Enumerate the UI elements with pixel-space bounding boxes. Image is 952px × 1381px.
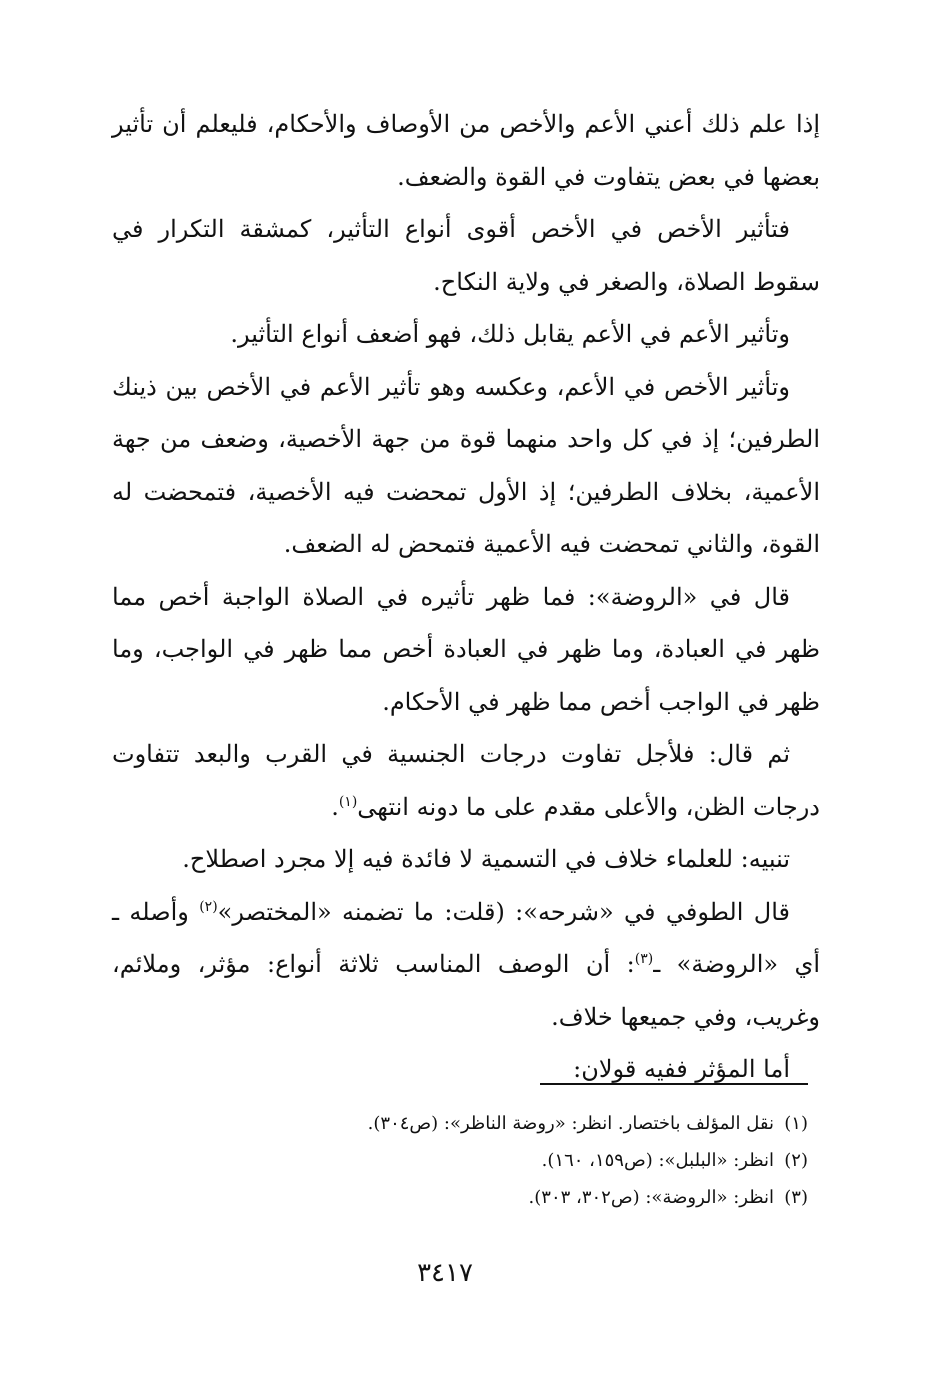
- paragraph-text: فتأثير الأخص في الأخص أقوى أنواع التأثير، كمشقة التكرار في سقوط الصلاة، والصغر في ولاية النكاح.: [112, 215, 820, 296]
- paragraph-text: أما المؤثر ففيه قولان:: [573, 1055, 790, 1083]
- paragraph: [112, 308, 820, 361]
- footnote: [140, 1179, 808, 1216]
- paragraph: [112, 98, 820, 203]
- paragraph-text: قال في «الروضة»: فما ظهر تأثيره في الصلاة الواجبة أخص مما ظهر في العبادة، وما ظهر في العبادة أخص مما ظهر في الواجب، وما ظهر في الواجب أخص مما ظهر في الأحكام.: [112, 582, 820, 716]
- footnote-number: (٢): [784, 1150, 808, 1171]
- paragraph: [112, 1043, 820, 1096]
- footnote-text: نقل المؤلف باختصار. انظر: «روضة الناظر»: (ص٣٠٤).: [367, 1113, 774, 1134]
- paragraph-text: تنبيه: للعلماء خلاف في التسمية لا فائدة فيه إلا مجرد اصطلاح.: [182, 845, 790, 873]
- footnotes: [140, 1105, 808, 1216]
- paragraph: [112, 361, 820, 571]
- paragraph-text: إذا علم ذلك أعني الأعم والأخص من الأوصاف والأحكام، فليعلم أن تأثير بعضها في بعض يتفاوت في القوة والضعف.: [112, 110, 820, 191]
- footnote-marker: (٢): [199, 898, 218, 915]
- paragraph: [112, 728, 820, 833]
- footnote-number: (٣): [784, 1187, 808, 1208]
- paragraph-text: وتأثير الأخص في الأعم، وعكسه وهو تأثير الأعم في الأخص بين ذينك الطرفين؛ إذ في كل واحد منهما قوة من جهة الأخصية، وضعف من جهة الأعمية، بخلاف الطرفين؛ إذ الأول تمحضت فيه الأخصية، فتمحضت له القوة، والثاني تمحضت فيه الأعمية فتمحض له الضعف.: [112, 372, 820, 558]
- footnote-divider: [540, 1083, 808, 1085]
- footnote-marker: (١): [338, 793, 358, 810]
- footnote: [140, 1105, 808, 1142]
- paragraph-text: قال الطوفي في «شرحه»: (قلت: ما تضمنه «المختصر»: [217, 897, 790, 926]
- paragraph-text: : أن الوصف المناسب ثلاثة أنواع: مؤثر، وملائم، وغريب، وفي جميعها خلاف.: [112, 950, 820, 1031]
- body-text: [112, 98, 820, 1096]
- paragraph-text: ثم قال: فلأجل تفاوت درجات الجنسية في القرب والبعد تتفاوت درجات الظن، والأعلى مقدم على ما دونه انتهى: [112, 740, 820, 821]
- paragraph-text: وأصله ـ أي «الروضة» ـ: [112, 897, 821, 978]
- paragraph-text: .: [331, 792, 339, 821]
- page-number: ٣٤١٧: [417, 1258, 473, 1288]
- footnote-number: (١): [784, 1113, 808, 1134]
- paragraph: [112, 886, 820, 1044]
- footnote-text: انظر: «البلبل»: (ص١٥٩، ١٦٠).: [541, 1150, 774, 1171]
- paragraph: [112, 203, 820, 308]
- footnote-marker: (٣): [634, 951, 654, 967]
- paragraph: [112, 833, 820, 886]
- paragraph: [112, 571, 820, 729]
- paragraph-text: وتأثير الأعم في الأعم يقابل ذلك، فهو أضعف أنواع التأثير.: [230, 320, 790, 348]
- footnote: [140, 1142, 808, 1179]
- footnote-text: انظر: «الروضة»: (ص٣٠٢، ٣٠٣).: [528, 1187, 774, 1208]
